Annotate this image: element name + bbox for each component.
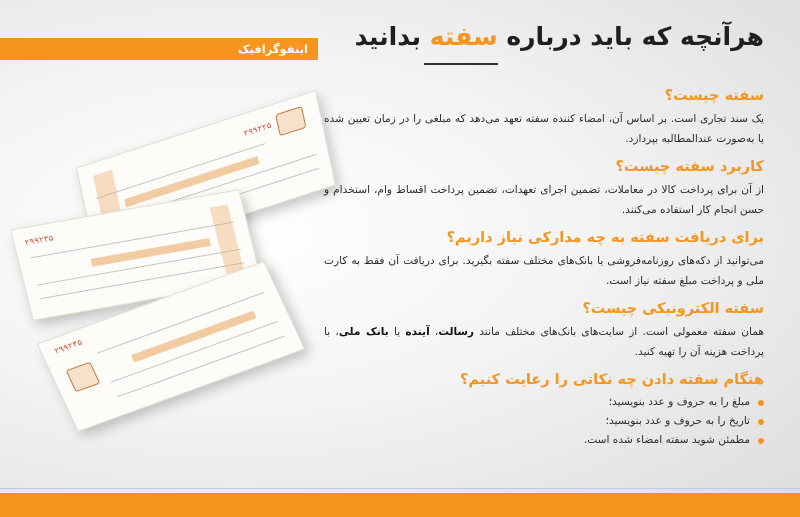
stamp-icon: [66, 362, 101, 393]
section-heading: سفته الکترونیکی چیست؟: [582, 301, 764, 317]
infographic-badge: [0, 38, 318, 60]
footer-bar: [0, 493, 800, 517]
content-column: [324, 88, 764, 460]
list-item: [324, 412, 764, 431]
bullet-icon: [758, 419, 764, 425]
section-heading: برای دریافت سفته به چه مدارکی نیاز داریم؟: [446, 230, 764, 246]
list-item: [324, 393, 764, 412]
section-heading: سفته چیست؟: [664, 88, 764, 104]
tip-text: تاریخ را به حروف و عدد بنویسید؛: [605, 415, 750, 427]
tips-list: [324, 393, 764, 450]
note-code: ۲۹۹۲۳۵: [52, 337, 84, 356]
bank-name-ayandeh: آینده: [405, 326, 430, 338]
bullet-icon: [758, 438, 764, 444]
section-electronic-safteh: [324, 301, 764, 362]
stamp-icon: [275, 106, 306, 136]
title-highlight: سفته: [429, 22, 498, 51]
footer-divider: [0, 488, 800, 489]
title-underline: [424, 63, 498, 65]
section-body: یک سند تجاری است. بر اساس آن، امضاء کننده سفته تعهد می‌دهد که مبلغی را در زمان تعیین شده یا به‌صورت عندالمطالبه بپردازد.: [324, 113, 764, 145]
title-part-2: بدانید: [354, 22, 430, 51]
badge-label: اینفوگرافیک: [237, 42, 308, 56]
section-what-is-safteh: [324, 88, 764, 149]
bank-name-melli: بانک ملی: [338, 326, 389, 338]
text-fragment: ، با پرداخت هزینه آن را تهیه کنید.: [324, 326, 764, 358]
section-tips: [324, 372, 764, 450]
bullet-icon: [758, 400, 764, 406]
section-body: می‌توانید از دکه‌های روزنامه‌فروشی یا بانک‌های مختلف سفته بگیرید. برای دریافت آن فقط به کارت ملی و پرداخت مبلغ سفته نیاز است.: [324, 255, 764, 287]
text-fragment: ،: [429, 326, 439, 338]
text-fragment: همان سفته معمولی است. از سایت‌های بانک‌های مختلف مانند: [474, 326, 764, 338]
tip-text: مطمئن شوید سفته امضاء شده است.: [583, 434, 750, 446]
list-item: [324, 431, 764, 450]
note-code: ۲۹۹۲۲۵: [242, 120, 273, 139]
section-body: [324, 322, 764, 362]
section-heading: کاربرد سفته چیست؟: [615, 159, 764, 175]
section-required-documents: [324, 230, 764, 291]
promissory-notes-illustration: [10, 108, 340, 453]
note-code: ۲۹۹۲۳۵: [23, 233, 55, 248]
text-fragment: یا: [388, 326, 406, 338]
section-body: از آن برای پرداخت کالا در معاملات، تضمین اجرای تعهدات، تضمین پرداخت اقساط وام، استخدام و حسن انجام کار استفاده می‌کنند.: [324, 184, 764, 216]
bank-name-resalat: رسالت: [438, 326, 475, 338]
section-heading: هنگام سفته دادن چه نکاتی را رعایت کنیم؟: [460, 372, 764, 388]
title-part-1: هرآنچه که باید درباره: [497, 22, 764, 51]
section-usage: [324, 159, 764, 220]
page-title: [355, 22, 764, 51]
tip-text: مبلغ را به حروف و عدد بنویسید؛: [608, 396, 750, 408]
